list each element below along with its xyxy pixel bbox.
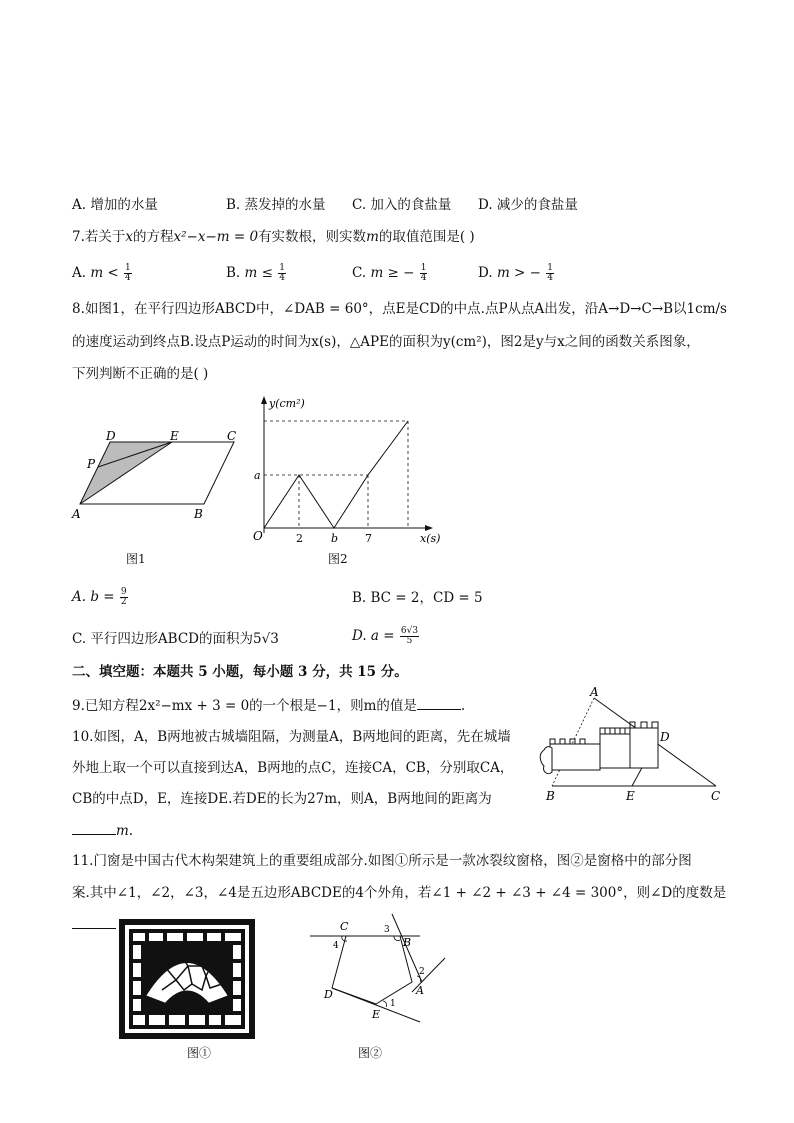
segment-ab-dashed [552,698,594,786]
label-a: A [72,507,81,520]
x-axis-label: x(s) [420,532,441,545]
q6-option-b: B. 蒸发掉的水量 [226,197,326,213]
q6-option-a: A. 增加的水量 [72,197,158,213]
q8-option-d: D. a = $\frac{6√3}{5}$ [352,626,419,646]
label-a: A [416,984,424,997]
q8-fig2-caption: 图2 [328,552,348,566]
label-c: C [340,920,349,933]
pentagon-abcde [332,936,412,1004]
q8-figure2 [250,393,450,553]
q10-blank [72,822,116,835]
q8-option-c: C. 平行四边形ABCD的面积为5√3 [72,631,279,647]
q10-line3: CB的中点D，E，连接DE.若DE的长为27m，则A，B两地间的距离为 [72,791,492,807]
q8-option-a: A. b = $\frac{9}{2}$ [72,587,127,607]
section-2-heading: 二、填空题：本题共 5 小题，每小题 3 分，共 15 分。 [72,664,408,680]
label-b: B [546,789,555,803]
angle-1: 1 [390,999,396,1009]
q8-option-b: B. BC = 2，CD = 5 [352,590,483,606]
q11-blank-line [72,916,116,933]
q8-line3: 下列判断不正确的是( ) [72,366,209,382]
q8-line2: 的速度运动到终点B.设点P运动的时间为x(s)，△APE的面积为y(cm²)，图2是y与x之间的函数关系图象， [72,334,700,350]
label-c: C [711,789,721,803]
q7-option-b: B. m ≤ $\frac{1}{4}$ [226,263,285,283]
q11-figure1-window [118,918,258,1044]
q7-option-c: C. m ≥ − $\frac{1}{4}$ [352,263,427,283]
q11-fig2-caption: 图② [358,1046,383,1060]
q6-option-d: D. 减少的食盐量 [478,197,578,213]
city-wall-icon [540,722,658,774]
q8-line1: 8.如图1，在平行四边形ABCD中，∠DAB = 60°，点E是CD的中点.点P从点A出发，沿A→D→C→B以1cm/s [72,301,727,317]
angle-2: 2 [419,967,425,977]
x-axis-arrow [425,525,433,531]
a-label: a [254,469,261,482]
label-a: A [590,686,599,699]
q8-fig1-caption: 图1 [126,552,146,566]
function-graph [264,421,408,528]
y-axis-label: y(cm²) [269,397,305,410]
label-b: B [194,507,203,520]
label-p: P [87,457,96,471]
q11-line2: 案.其中∠1，∠2，∠3，∠4是五边形ABCDE的4个外角，若∠1 + ∠2 + ∠3 + ∠4 = 300°，则∠D的度数是 [72,885,727,901]
q11-line1: 11.门窗是中国古代木构架建筑上的重要组成部分.如图①所示是一款冰裂纹窗格，图②是窗格中的部分图 [72,853,692,869]
q7-option-a: A. m < $\frac{1}{4}$ [72,263,131,283]
label-d: D [106,429,116,443]
q8-figure1 [64,420,254,520]
label-e: E [626,789,635,803]
y-axis-arrow [261,396,267,404]
q7-stem: 7.若关于x的方程x²−x−m = 0有实数根，则实数m的取值范围是( ) [72,229,475,245]
q10-figure [530,686,730,806]
label-c: C [227,429,237,443]
label-d: D [324,988,333,1001]
label-e: E [372,1008,381,1021]
q11-blank [72,916,116,929]
tick-b: b [331,532,339,545]
q10-line2: 外地上取一个可以直接到达A，B两地的点C，连接CA，CB，分别取CA， [72,760,514,776]
q6-option-c: C. 加入的食盐量 [352,197,452,213]
q11-figure2-pentagon [300,908,460,1038]
label-d: D [660,730,670,744]
angle-3: 3 [384,925,390,935]
label-b: B [403,936,412,949]
angle-4: 4 [333,941,339,951]
q7-option-d: D. m > − $\frac{1}{4}$ [478,263,553,283]
q9-blank [417,697,461,710]
q10-line1: 10.如图，A，B两地被古城墙阻隔，为测量A，B两地间的距离，先在城墙 [72,729,511,745]
tick-7: 7 [365,532,372,545]
origin-label: O [253,529,263,543]
q10-line4: m. [72,822,133,839]
q9-text: 9.已知方程2x²−mx + 3 = 0的一个根是−1，则m的值是 . [72,698,466,714]
label-e: E [170,429,179,443]
q11-fig1-caption: 图① [187,1046,212,1060]
tick-2: 2 [296,532,303,545]
